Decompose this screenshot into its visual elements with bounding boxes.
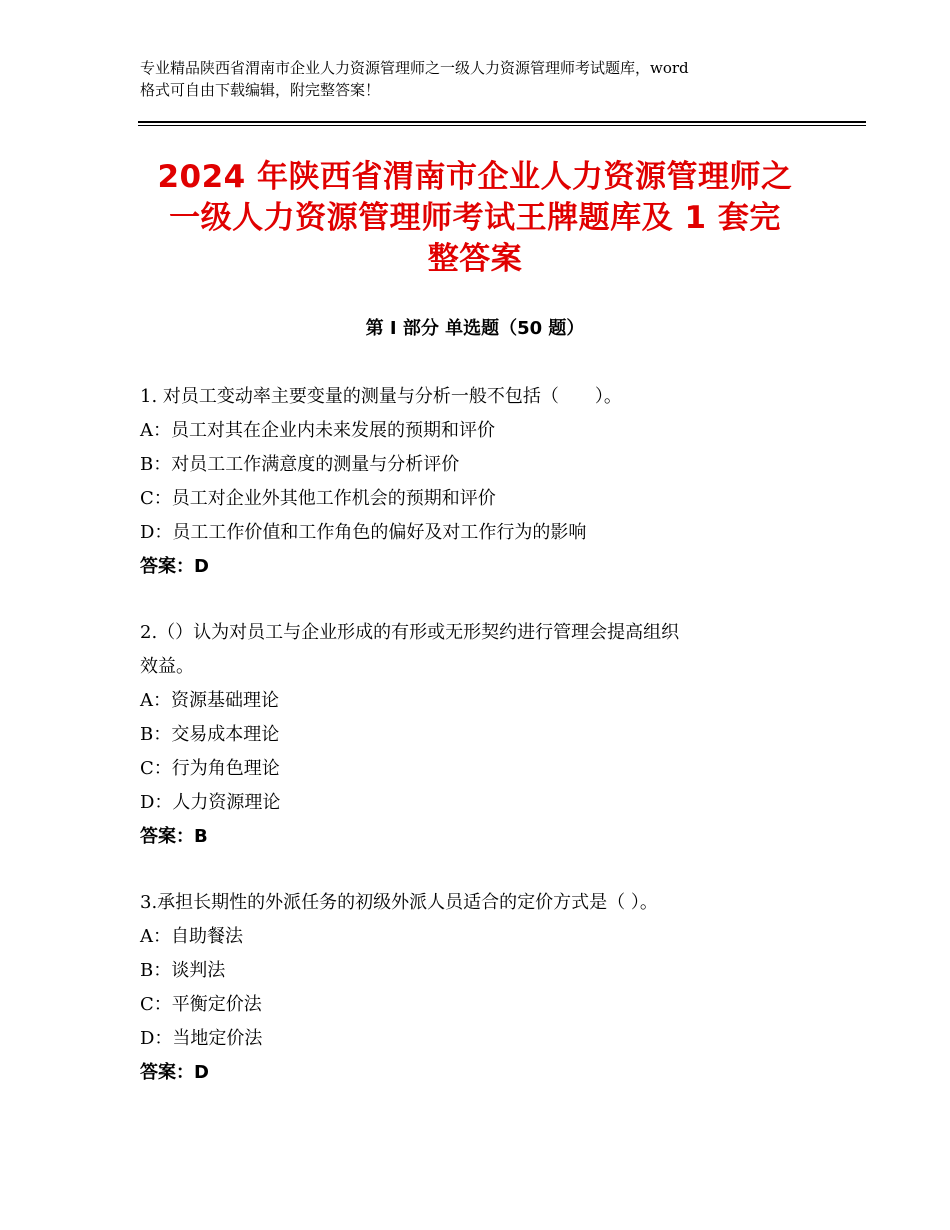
answer-label: 答案：D [140, 556, 209, 577]
question-stem: 3.承担长期性的外派任务的初级外派人员适合的定价方式是（ ）。 [140, 892, 658, 913]
option-d: D：人力资源理论 [140, 792, 281, 813]
question-3 [140, 886, 820, 1090]
option-a: A：自助餐法 [140, 926, 243, 947]
header-divider-thick [138, 121, 866, 123]
option-c: C：平衡定价法 [140, 994, 262, 1015]
question-stem-line-2: 效益。 [140, 656, 194, 677]
option-b: B：交易成本理论 [140, 724, 280, 745]
title-line-2: 一级人力资源管理师考试王牌题库及 1 套完 [169, 200, 781, 236]
option-d: D：员工工作价值和工作角色的偏好及对工作行为的影响 [140, 522, 587, 543]
question-stem-line-1: 2.（）认为对员工与企业形成的有形或无形契约进行管理会提高组织 [140, 622, 680, 643]
section-heading: 第 I 部分 单选题（50 题） [365, 318, 585, 339]
title-line-3: 整答案 [427, 241, 523, 277]
option-c: C：员工对企业外其他工作机会的预期和评价 [140, 488, 496, 509]
answer-label: 答案：D [140, 1062, 209, 1083]
question-list [140, 380, 820, 1090]
option-c: C：行为角色理论 [140, 758, 280, 779]
header-divider-thin [138, 125, 866, 126]
document-title [140, 157, 810, 280]
answer-label: 答案：B [140, 826, 208, 847]
question-1 [140, 380, 820, 584]
option-d: D：当地定价法 [140, 1028, 263, 1049]
document-header-note [140, 57, 830, 101]
header-line-1: 专业精品陕西省渭南市企业人力资源管理师之一级人力资源管理师考试题库，word [140, 59, 689, 77]
question-2 [140, 616, 820, 854]
option-a: A：资源基础理论 [140, 690, 279, 711]
option-a: A：员工对其在企业内未来发展的预期和评价 [140, 420, 495, 441]
option-b: B：对员工工作满意度的测量与分析评价 [140, 454, 460, 475]
option-b: B：谈判法 [140, 960, 226, 981]
title-line-1: 2024 年陕西省渭南市企业人力资源管理师之 [157, 159, 793, 195]
header-line-2: 格式可自由下载编辑，附完整答案！ [140, 81, 381, 99]
question-stem: 1. 对员工变动率主要变量的测量与分析一般不包括（ ）。 [140, 386, 622, 407]
